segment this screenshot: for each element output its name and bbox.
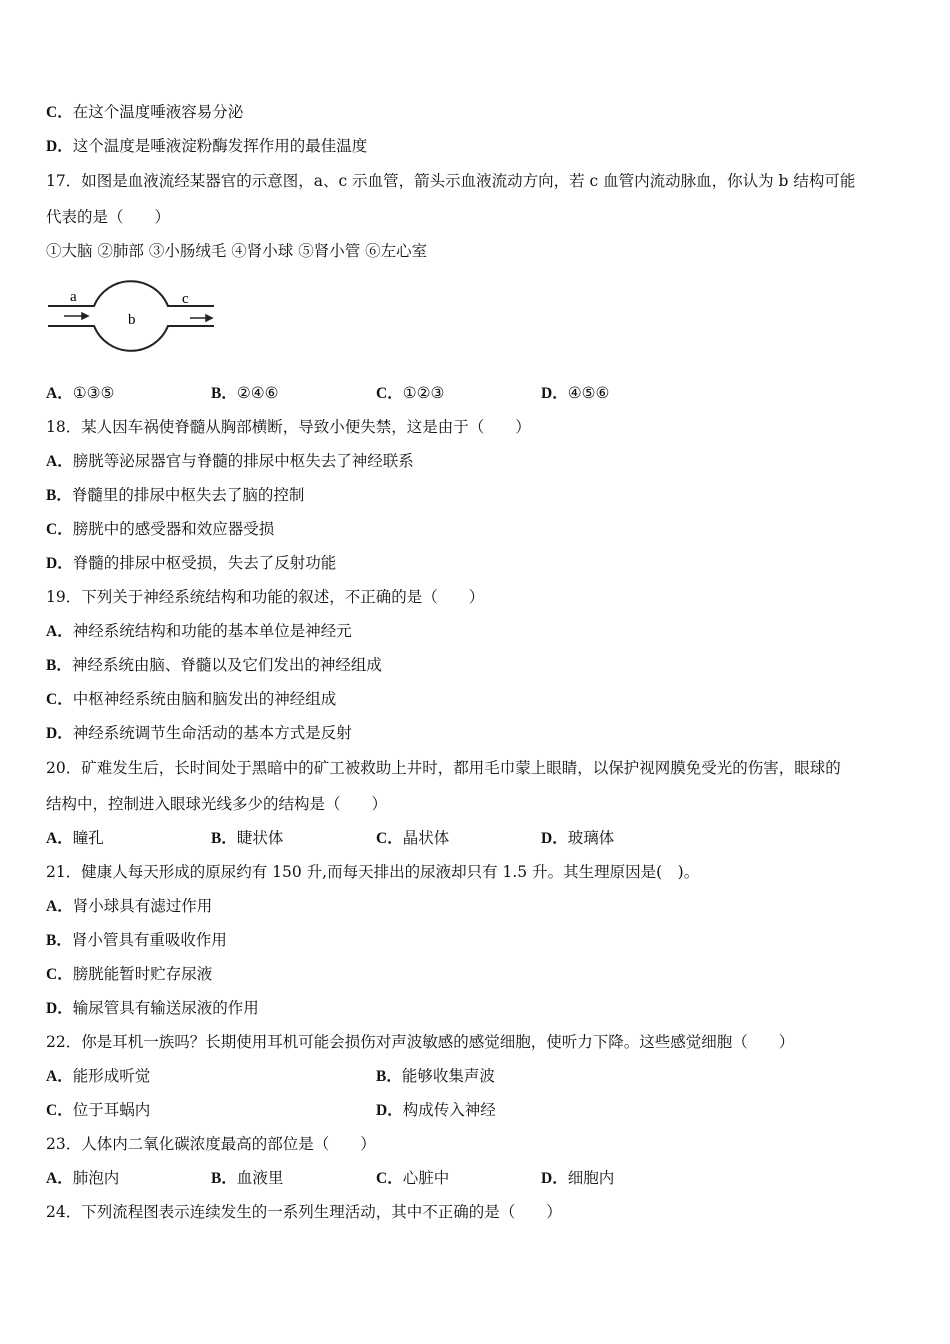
q16-option-c: C．在这个温度唾液容易分泌 (46, 103, 244, 121)
q17-stem-line2: 代表的是（ ） (46, 208, 171, 226)
q22-option-d: D．构成传入神经 (376, 1101, 496, 1119)
arrow-c-head (206, 315, 212, 321)
q17-option-c: C．①②③ (376, 384, 445, 402)
vessel-lower-wall (48, 326, 214, 351)
q17-stem-line1: 17．如图是血液流经某器官的示意图，a、c 示血管，箭头示血液流动方向，若 c 血管内流动脉血，你认为 b 结构可能 (46, 172, 856, 190)
q22-option-c: C．位于耳蜗内 (46, 1101, 151, 1119)
q18-stem: 18．某人因车祸使脊髓从胸部横断，导致小便失禁，这是由于（ ） (46, 418, 531, 436)
q19-stem: 19．下列关于神经系统结构和功能的叙述，不正确的是（ ） (46, 588, 485, 606)
q20-option-c: C．晶状体 (376, 829, 450, 847)
label-a: a (70, 289, 77, 305)
q20-option-a: A．瞳孔 (46, 829, 104, 847)
q20-option-d: D．玻璃体 (541, 829, 615, 847)
q17-option-b: B．②④⑥ (211, 384, 279, 402)
q21-option-c: C．膀胱能暂时贮存尿液 (46, 965, 213, 983)
q23-stem: 23．人体内二氧化碳浓度最高的部位是（ ） (46, 1135, 376, 1153)
q22-stem: 22．你是耳机一族吗？长期使用耳机可能会损伤对声波敏感的感觉细胞，使听力下降。这些感觉细胞（ ） (46, 1033, 795, 1051)
q24-stem: 24．下列流程图表示连续发生的一系列生理活动，其中不正确的是（ ） (46, 1203, 562, 1221)
q16-option-d: D．这个温度是唾液淀粉酶发挥作用的最佳温度 (46, 137, 368, 155)
q17-option-d: D．④⑤⑥ (541, 384, 610, 402)
q19-option-c: C．中枢神经系统由脑和脑发出的神经组成 (46, 690, 337, 708)
q19-option-b: B．神经系统由脑、脊髓以及它们发出的神经组成 (46, 656, 382, 674)
q18-option-c: C．膀胱中的感受器和效应器受损 (46, 520, 275, 538)
q19-option-d: D．神经系统调节生命活动的基本方式是反射 (46, 724, 352, 742)
q23-option-d: D．细胞内 (541, 1169, 615, 1187)
q18-option-b: B．脊髓里的排尿中枢失去了脑的控制 (46, 486, 305, 504)
q17-choices: ①大脑 ②肺部 ③小肠绒毛 ④肾小球 ⑤肾小管 ⑥左心室 (46, 242, 428, 260)
q23-option-a: A．肺泡内 (46, 1169, 120, 1187)
q18-option-a: A．膀胱等泌尿器官与脊髓的排尿中枢失去了神经联系 (46, 452, 414, 470)
q21-option-b: B．肾小管具有重吸收作用 (46, 931, 227, 949)
q22-option-b: B．能够收集声波 (376, 1067, 495, 1085)
q20-stem-line1: 20．矿难发生后，长时间处于黑暗中的矿工被救助上井时，都用毛巾蒙上眼睛，以保护视网膜免受光的伤害，眼球的 (46, 759, 841, 777)
q22-option-a: A．能形成听觉 (46, 1067, 151, 1085)
q23-option-b: B．血液里 (211, 1169, 284, 1187)
label-c: c (182, 291, 189, 307)
q20-option-b: B．睫状体 (211, 829, 284, 847)
q20-stem-line2: 结构中，控制进入眼球光线多少的结构是（ ） (46, 795, 388, 813)
q21-stem: 21．健康人每天形成的原尿约有 150 升,而每天排出的尿液却只有 1.5 升。其生理原因是( )。 (46, 863, 700, 881)
blood-flow-diagram (44, 272, 224, 356)
q23-option-c: C．心脏中 (376, 1169, 450, 1187)
q17-option-a: A．①③⑤ (46, 384, 115, 402)
q18-option-d: D．脊髓的排尿中枢受损，失去了反射功能 (46, 554, 337, 572)
label-b: b (128, 312, 136, 328)
q19-option-a: A．神经系统结构和功能的基本单位是神经元 (46, 622, 352, 640)
q21-option-a: A．肾小球具有滤过作用 (46, 897, 213, 915)
arrow-a-head (82, 313, 88, 319)
q21-option-d: D．输尿管具有输送尿液的作用 (46, 999, 259, 1017)
